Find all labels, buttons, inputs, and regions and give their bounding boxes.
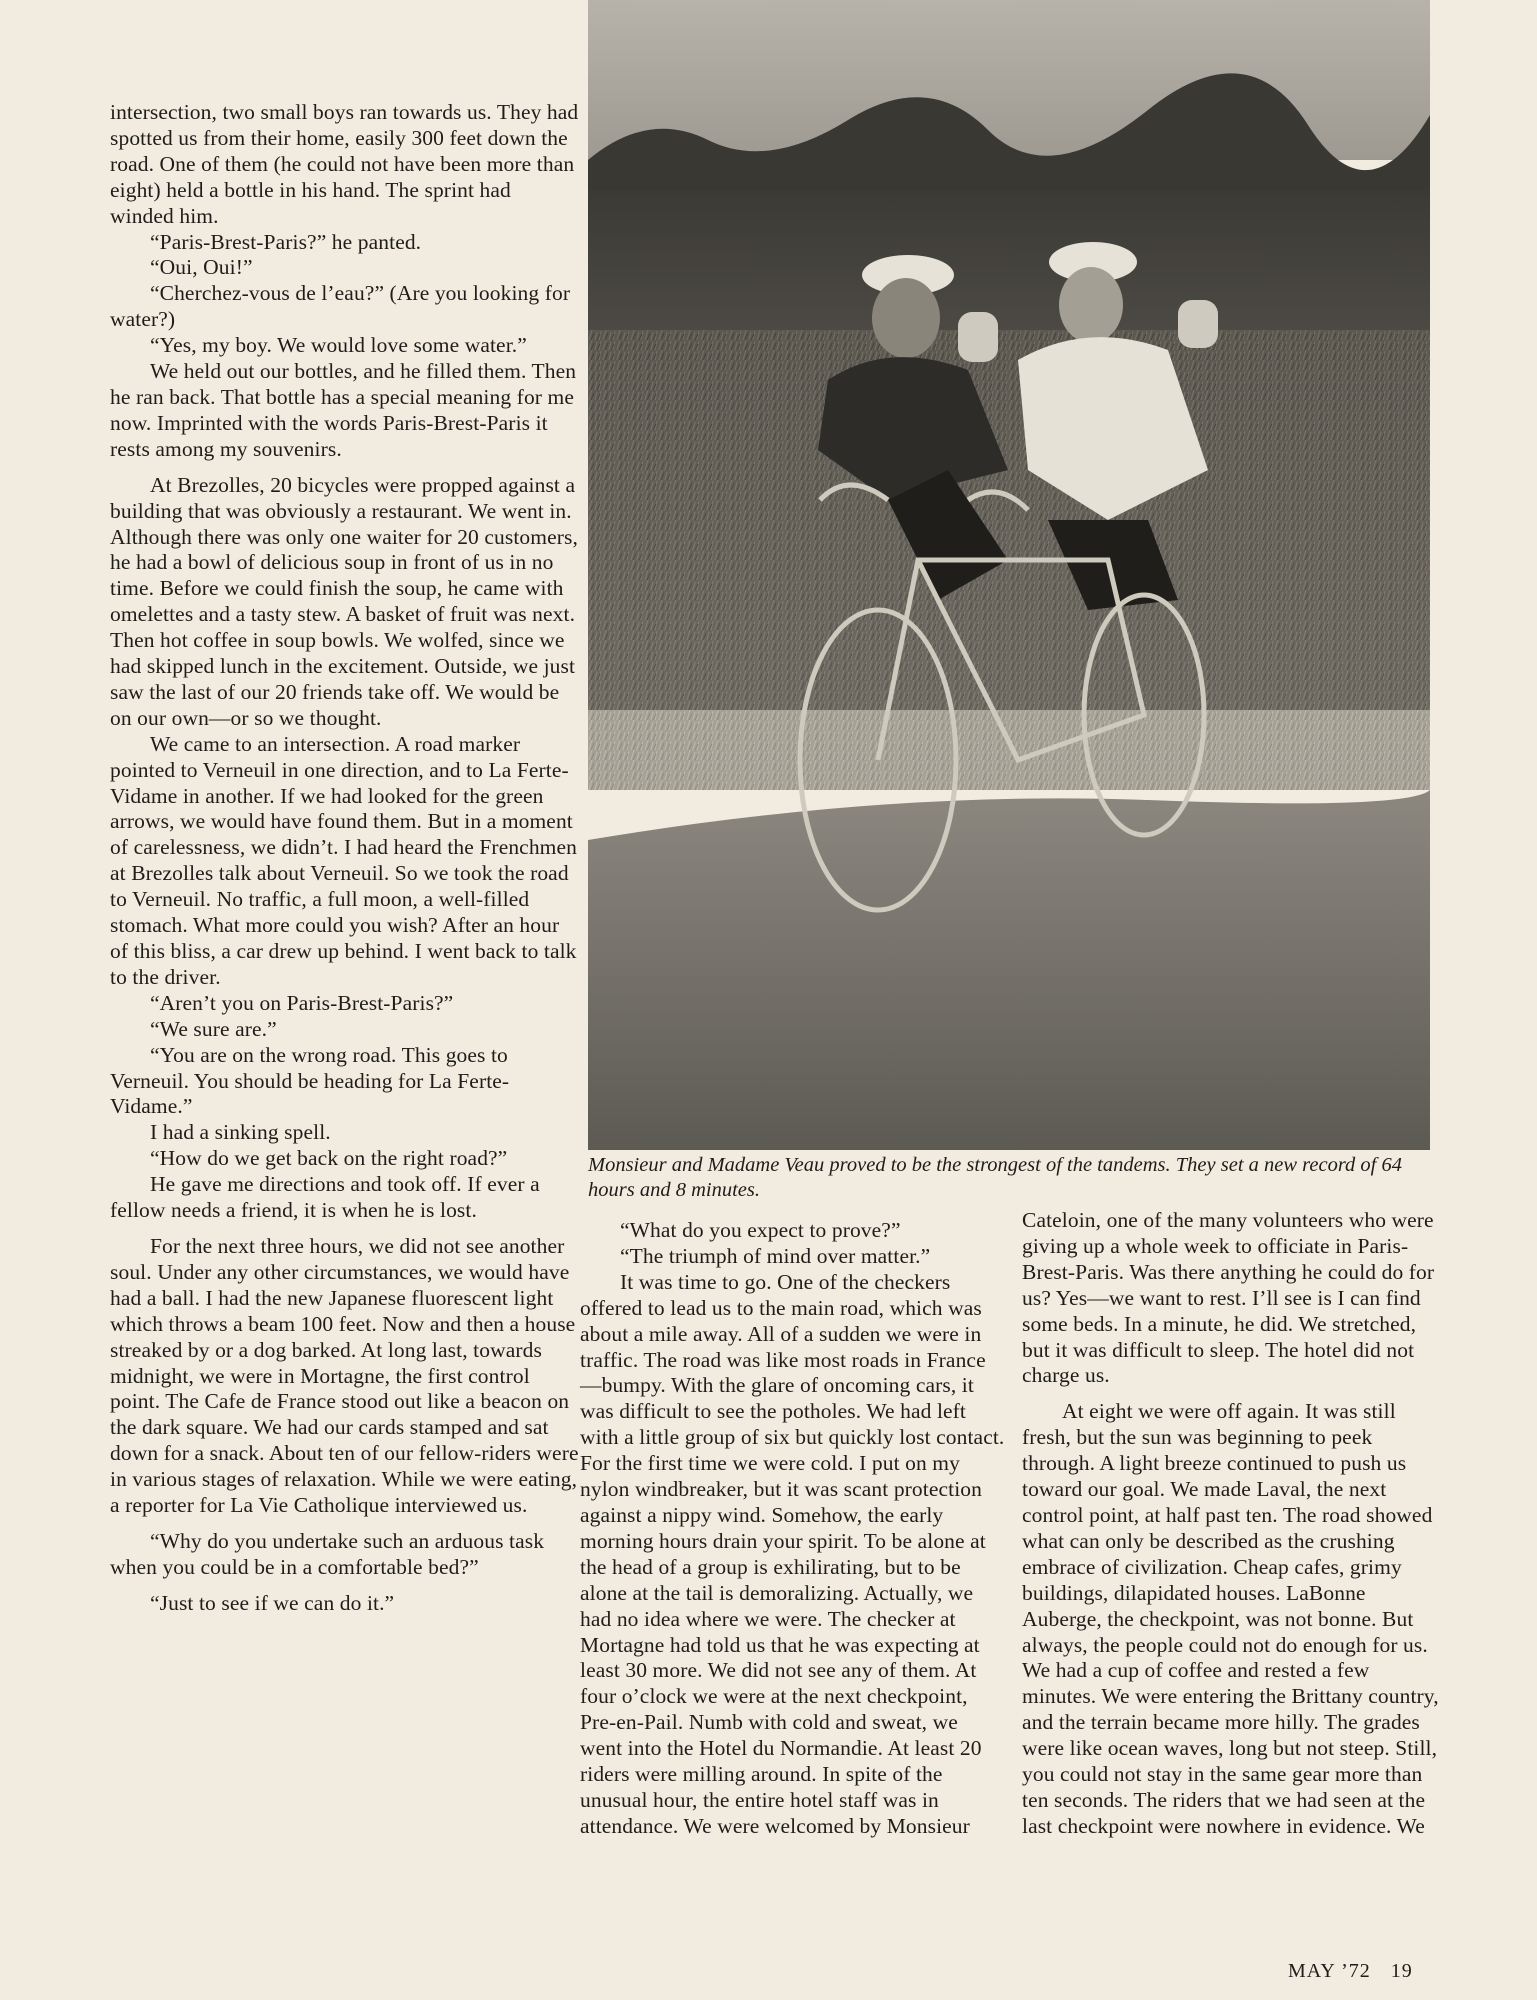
paragraph: I had a sinking spell.: [150, 1120, 331, 1145]
paragraph: “The triumph of mind over matter.”: [620, 1243, 931, 1268]
paragraph: At Brezolles, 20 bicycles were propped against a building that was obviously a restaurant. We went in. Although there was only one waiter for 20 customers, he had a bowl of delicious soup in front of us in no time. Before we could finish the soup, he came with omelettes and a tasty stew. A basket of fruit was next. Then hot coffee in soup bowls. We wolfed, since we had skipped lunch in the excitement. Outside, we just saw the last of our 20 friends take off. We would be on our own—or so we thought.: [110, 472, 578, 730]
paragraph: intersection, two small boys ran towards us. They had spotted us from their home, easily 300 feet down the road. One of them (he could not have been more than eight) held a bottle in his hand. The sprint had winded him.: [110, 100, 579, 228]
text-column-left: [110, 100, 580, 1617]
paragraph: We held out our bottles, and he filled them. Then he ran back. That bottle has a special meaning for me now. Imprinted with the words Paris-Brest-Paris it rests among my souvenirs.: [110, 359, 577, 461]
paragraph: At eight we were off again. It was still fresh, but the sun was beginning to peek through. A light breeze continued to push us toward our goal. We made Laval, the next control point, at half past ten. The road showed what can only be described as the crushing embrace of civilization. Cheap cafes, grimy buildings, dilapidated houses. LaBonne Auberge, the checkpoint, was not bonne. But always, the people could not do enough for us. We had a cup of coffee and rested a few minutes. We were entering the Brittany country, and the terrain became more hilly. The grades were like ocean waves, long but not steep. Still, you could not stay in the same gear more than ten seconds. The riders that we had seen at the last checkpoint were nowhere in evidence. We: [1022, 1399, 1439, 1838]
paragraph: “Why do you undertake such an arduous task when you could be in a comfortable bed?”: [110, 1528, 545, 1579]
paragraph: He gave me directions and took off. If ever a fellow needs a friend, it is when he is lost.: [110, 1172, 540, 1223]
paragraph: “You are on the wrong road. This goes to Verneuil. You should be heading for La Ferte-Vidame.”: [110, 1042, 510, 1119]
paragraph: It was time to go. One of the checkers offered to lead us to the main road, which was about a mile away. All of a sudden we were in traffic. The road was like most roads in France—bumpy. With the glare of oncoming cars, it was difficult to see the potholes. We had left with a little group of six but quickly lost contact. For the first time we were cold. I put on my nylon windbreaker, but it was scant protection against a nippy wind. Somehow, the early morning hours drain your spirit. To be alone at the head of a group is exhilirating, but to be alone at the tail is demoralizing. Actually, we had no idea where we were. The checker at Mortagne had told us that he was expecting at least 30 more. We did not see any of them. At four o’clock we were at the next checkpoint, Pre-en-Pail. Numb with cold and sweat, we went into the Hotel du Normandie. At least 20 riders were milling around. In spite of the unusual hour, the entire hotel staff was in attendance. We were welcomed by Monsieur: [580, 1269, 1005, 1838]
text-column-right: [1022, 1208, 1442, 1840]
paragraph: “Yes, my boy. We would love some water.”: [150, 333, 527, 358]
paragraph: “Just to see if we can do it.”: [150, 1590, 395, 1615]
paragraph: “What do you expect to prove?”: [620, 1218, 901, 1242]
paragraph: “Cherchez-vous de l’eau?” (Are you looking for water?): [110, 281, 571, 332]
paragraph: “How do we get back on the right road?”: [150, 1146, 508, 1171]
tandem-cyclists-photo: [588, 0, 1430, 1150]
paragraph: We came to an intersection. A road marker pointed to Verneuil in one direction, and to La Ferte-Vidame in another. If we had looked for the green arrows, we would have found them. But in a moment of carelessness, we didn’t. I had heard the Frenchmen at Brezolles talk about Verneuil. So we took the road to Verneuil. No traffic, a full moon, a well-filled stomach. What more could you wish? After an hour of this bliss, a car drew up behind. I went back to talk to the driver.: [110, 731, 577, 989]
text-column-middle: [580, 1218, 1005, 1840]
paragraph: “Aren’t you on Paris-Brest-Paris?”: [150, 990, 454, 1015]
issue-date: MAY ’72: [1288, 1960, 1371, 1982]
page-number: 19: [1390, 1960, 1413, 1982]
paragraph: “Oui, Oui!”: [150, 255, 253, 280]
paragraph: Cateloin, one of the many volunteers who were giving up a whole week to officiate in Paris-Brest-Paris. Was there anything he could do for us? Yes—we want to rest. I’ll see is I can find some beds. In a minute, he did. We stretched, but it was difficult to sleep. The hotel did not charge us.: [1022, 1208, 1435, 1388]
page-footer: [1288, 1960, 1413, 1983]
photo-illustration: [588, 0, 1430, 1150]
paragraph: “Paris-Brest-Paris?” he panted.: [150, 229, 422, 254]
photo-caption: Monsieur and Madame Veau proved to be the strongest of the tandems. They set a new record of 64 hours and 8 minutes.: [588, 1154, 1402, 1201]
paragraph: For the next three hours, we did not see another soul. Under any other circumstances, we would have had a ball. I had the new Japanese fluorescent light which throws a beam 100 feet. Now and then a house streaked by or a dog barked. At long last, towards midnight, we were in Mortagne, the first control point. The Cafe de France stood out like a beacon on the dark square. We had our cards stamped and sat down for a snack. About ten of our fellow-riders were in various stages of relaxation. While we were eating, a reporter for La Vie Catholique interviewed us.: [110, 1233, 579, 1518]
paragraph: “We sure are.”: [150, 1016, 277, 1041]
